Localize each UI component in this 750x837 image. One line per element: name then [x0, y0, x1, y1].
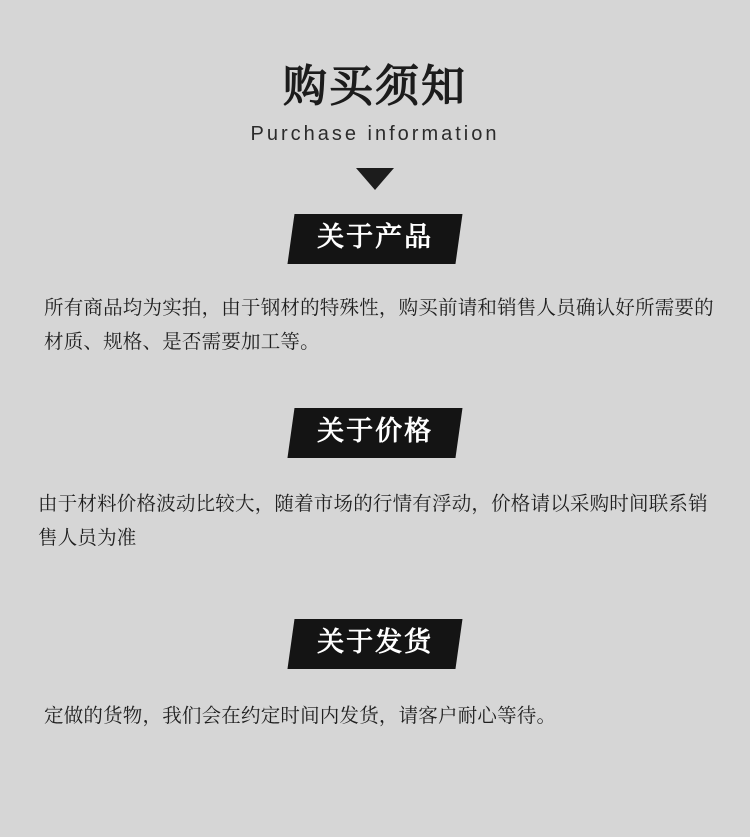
page-subtitle: Purchase information — [250, 122, 500, 145]
section-badge-price-label: 关于价格 — [317, 415, 434, 446]
triangle-down-icon — [356, 168, 394, 190]
section-badge-price — [288, 408, 463, 458]
badge-row-shipping — [0, 619, 750, 669]
section-about-shipping — [0, 619, 750, 733]
section-body-product: 所有商品均为实拍，由于钢材的特殊性，购买前请和销售人员确认好所需要的材质、规格、是否需要加工等。 — [44, 297, 714, 354]
section-about-price — [0, 408, 750, 556]
page-header — [0, 0, 750, 190]
section-badge-shipping — [288, 619, 463, 669]
page-title: 购买须知 — [283, 62, 467, 111]
badge-row-product — [0, 214, 750, 264]
arrow-down-container — [0, 168, 750, 190]
section-badge-shipping-label: 关于发货 — [317, 627, 434, 658]
section-badge-product-label: 关于产品 — [317, 221, 434, 252]
section-body-price: 由于材料价格波动比较大，随着市场的行情有浮动，价格请以采购时间联系销售人员为准 — [38, 493, 708, 550]
badge-row-price — [0, 408, 750, 458]
section-about-product — [0, 214, 750, 360]
section-body-shipping: 定做的货物，我们会在约定时间内发货，请客户耐心等待。 — [44, 705, 557, 728]
section-badge-product — [288, 214, 463, 264]
